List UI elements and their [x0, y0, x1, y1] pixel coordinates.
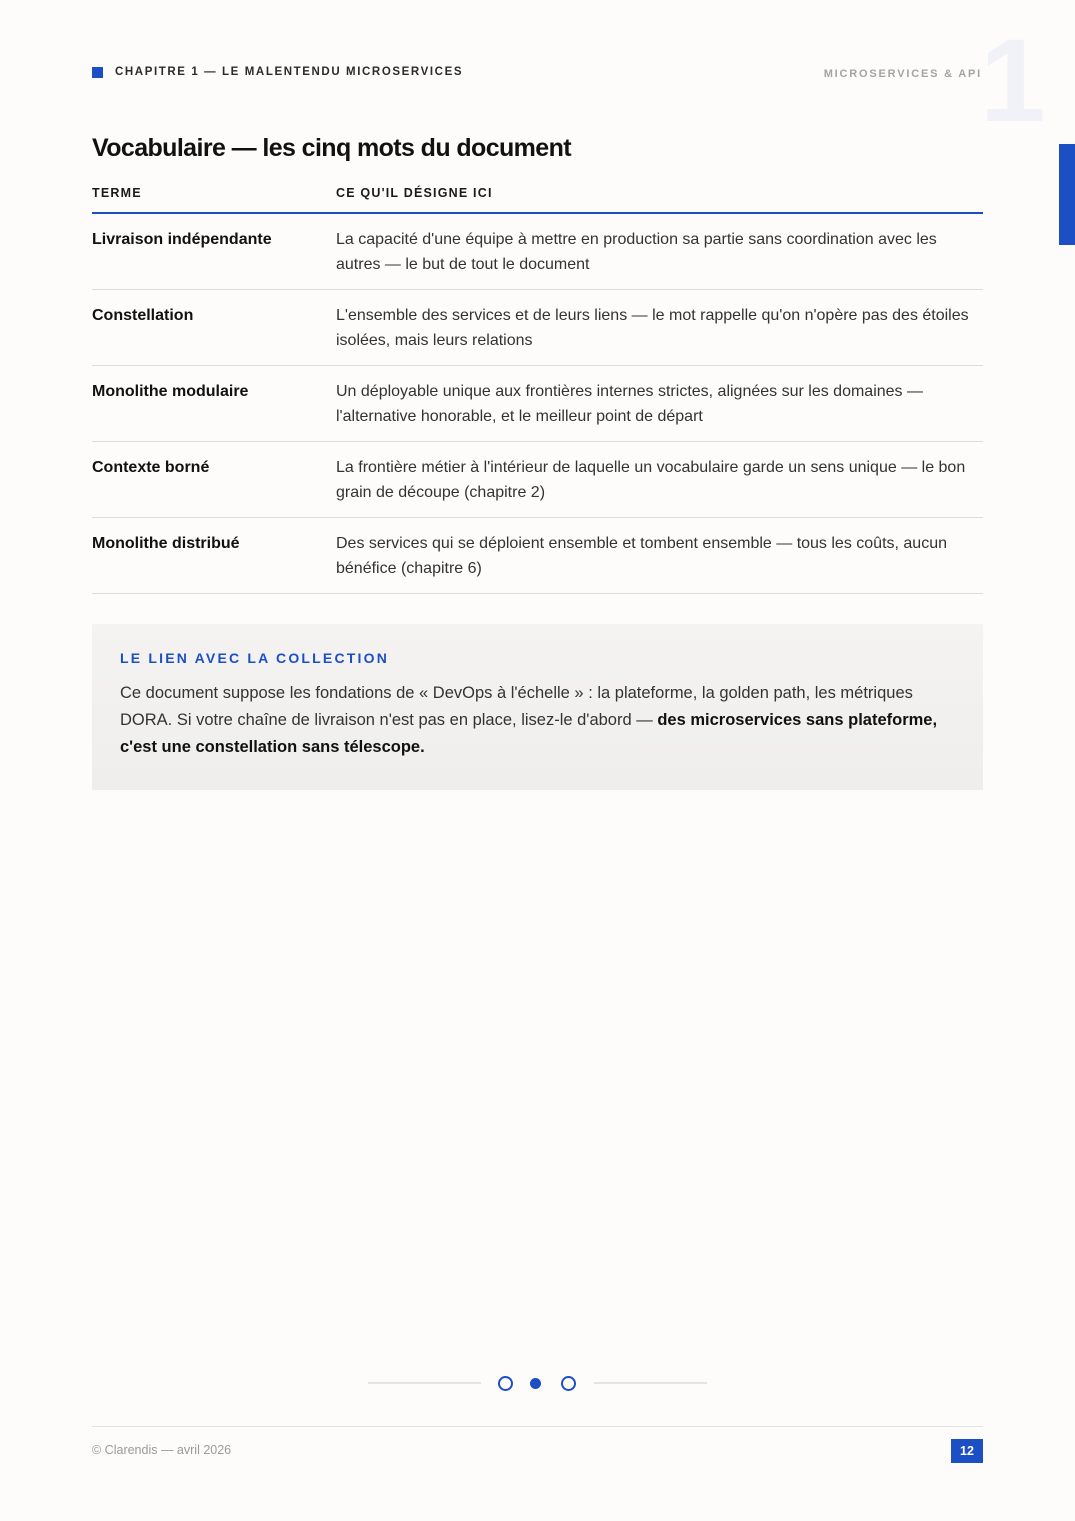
footer-copyright: © Clarendis — avril 2026	[92, 1443, 232, 1457]
column-header-definition: CE QU'IL DÉSIGNE ICI	[336, 180, 983, 213]
pager-line-right	[594, 1382, 707, 1384]
page-indicator	[368, 1374, 708, 1392]
pager-dot-icon	[498, 1376, 513, 1391]
definition-cell: La capacité d'une équipe à mettre en production sa partie sans coordination avec les autres — le but de tout le document	[336, 213, 983, 290]
term-cell: Constellation	[92, 290, 336, 366]
table-header-row	[92, 180, 983, 213]
collection-callout	[92, 624, 983, 790]
footer-divider	[92, 1426, 983, 1427]
callout-title: LE LIEN AVEC LA COLLECTION	[120, 650, 390, 666]
vocabulary-table	[92, 180, 983, 594]
pager-dot-icon	[561, 1376, 576, 1391]
pager-dot-active-icon	[530, 1378, 541, 1389]
section-title: Vocabulaire — les cinq mots du document	[92, 134, 572, 162]
column-header-term: TERME	[92, 180, 336, 213]
callout-emphasis: des microservices sans plateforme, c'est une constellation sans télescope.	[120, 711, 938, 756]
term-cell: Livraison indépendante	[92, 213, 336, 290]
definition-cell: L'ensemble des services et de leurs liens — le mot rappelle qu'on n'opère pas des étoiles isolées, mais leurs relations	[336, 290, 983, 366]
definition-cell: Un déployable unique aux frontières internes strictes, alignées sur les domaines — l'alternative honorable, et le meilleur point de départ	[336, 366, 983, 442]
callout-text: Ce document suppose les fondations de « DevOps à l'échelle » : la plateforme, la golden path, les métriques DORA. Si votre chaîne de livraison n'est pas en place, lisez-le d'abord —	[120, 684, 913, 729]
page-number-badge: 12	[951, 1439, 983, 1463]
chapter-header	[92, 66, 463, 78]
callout-body	[120, 680, 955, 761]
chapter-side-tab	[1059, 144, 1075, 245]
table-row	[92, 518, 983, 594]
table-row	[92, 213, 983, 290]
table-row	[92, 366, 983, 442]
term-cell: Contexte borné	[92, 442, 336, 518]
chapter-number-watermark: 1	[980, 15, 1046, 147]
definition-cell: Des services qui se déploient ensemble et tombent ensemble — tous les coûts, aucun bénéfice (chapitre 6)	[336, 518, 983, 594]
definition-cell: La frontière métier à l'intérieur de laquelle un vocabulaire garde un sens unique — le bon grain de découpe (chapitre 2)	[336, 442, 983, 518]
term-cell: Monolithe distribué	[92, 518, 336, 594]
chapter-label: CHAPITRE 1 — LE MALENTENDU MICROSERVICES	[115, 66, 464, 78]
table-row	[92, 442, 983, 518]
chapter-marker-icon	[92, 67, 103, 78]
term-cell: Monolithe modulaire	[92, 366, 336, 442]
pager-line-left	[368, 1382, 481, 1384]
collection-label: MICROSERVICES & API	[823, 68, 982, 80]
table-row	[92, 290, 983, 366]
